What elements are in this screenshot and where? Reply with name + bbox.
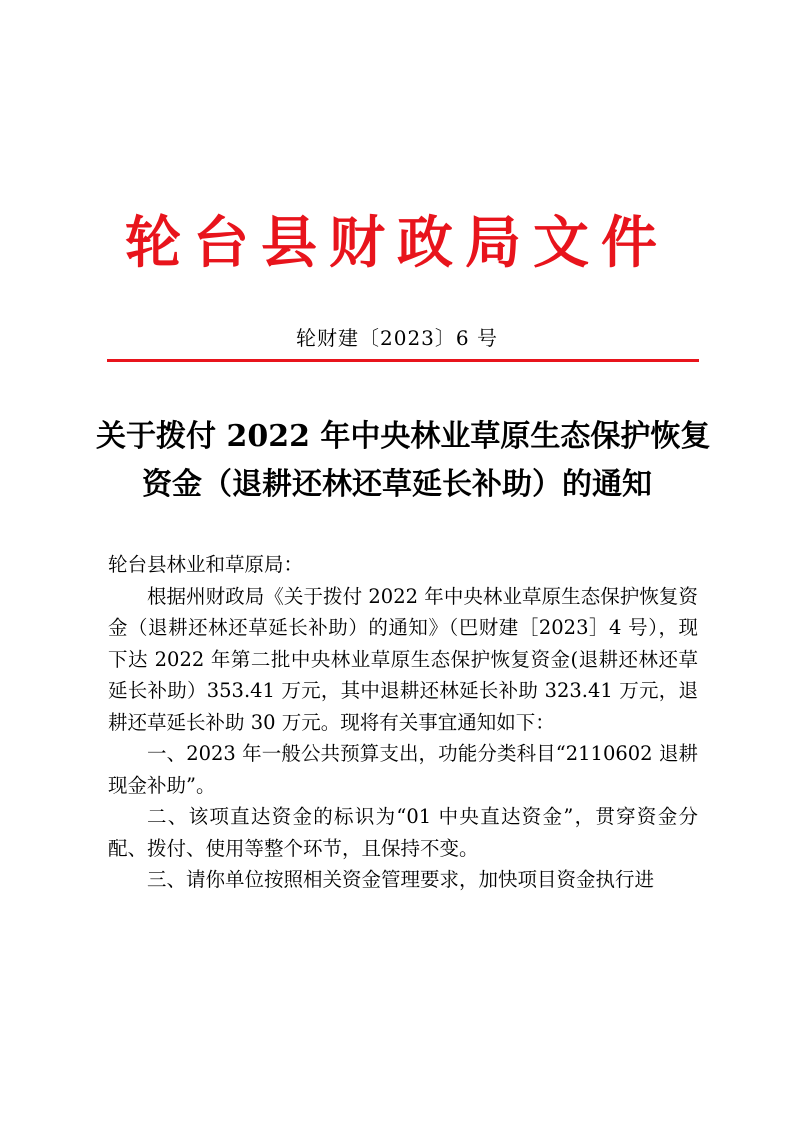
body-paragraph-item-2: 二、该项直达资金的标识为“01 中央直达资金”，贯穿资金分配、拨付、使用等整个环节，且保持不变。 [108,805,698,860]
document-title [96,413,711,509]
body-paragraph-item-3: 三、请你单位按照相关资金管理要求，加快项目资金执行进 [147,868,655,891]
body-paragraph-item-1: 一、2023 年一般公共预算支出，功能分类科目“2110602 退耕现金补助”。 [108,742,698,797]
red-separator-line [107,359,699,362]
document-title-line-2: 资金（退耕还林还草延长补助）的通知 [142,467,652,502]
salutation: 轮台县林业和草原局： [108,553,304,576]
document-body [108,549,698,896]
document-title-line-1: 关于拨付 2022 年中央林业草原生态保护恢复 [96,419,711,454]
document-number: 轮财建〔2023〕6 号 [296,326,498,350]
issuer-header-title: 轮台县财政局文件 [125,211,669,276]
body-paragraph-intro: 根据州财政局《关于拨付 2022 年中央林业草原生态保护恢复资金（退耕还林还草延长补助）的通知》（巴财建［2023］4 号），现下达 2022 年第二批中央林业草原生态保护恢复资金(退耕还林还草延长补助）353.41 万元，其中退耕还林延长补助 323.41 万元，退耕还草延长补助 30 万元。现将有关事宜通知如下： [108,584,698,734]
